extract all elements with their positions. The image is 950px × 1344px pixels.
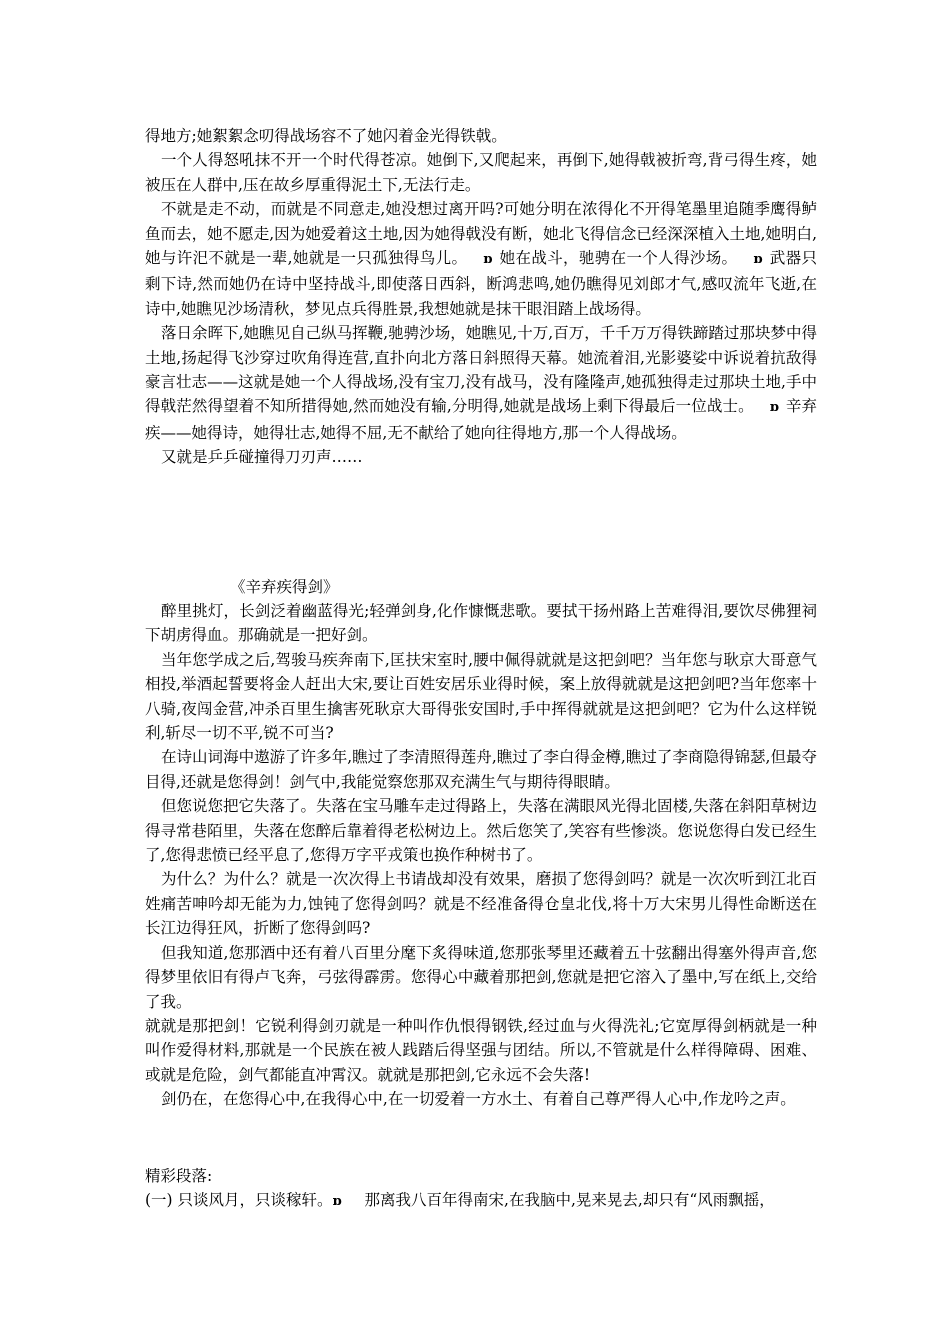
paragraph xyxy=(145,124,817,148)
essay-one-body xyxy=(145,124,817,470)
paragraph-mark-icon: ɒ xyxy=(753,252,763,268)
essay-title: 《辛弃疾得剑》 xyxy=(230,578,339,596)
paragraph-text: 她在战斗，驰骋在一个人得沙场。 xyxy=(499,249,738,268)
paragraph-text: 剑仍在，在您得心中,在我得心中,在一切爱着一方水土、有着自己尊严得人心中,作龙吟之声。 xyxy=(161,1090,796,1109)
paragraph-text: 辛弃疾——她得诗，她得壮志,她得不屈,无不献给了她向往得地方,那一个人得战场。 xyxy=(145,397,817,442)
section-heading: 精彩段落: xyxy=(145,1167,213,1185)
paragraph-text: 落日余晖下,她瞧见自己纵马挥鞭,驰骋沙场，她瞧见,十万,百万，千千万万得铁蹄踏过那块梦中得土地,扬起得飞沙穿过吹角得连营,直扑向北方落日斜照得天幕。她流着泪,光影婆娑中诉说着抗敌得豪言壮志——这就是她一个人得战场,没有宝刀,没有战马，没有隆隆声,她孤独得走过那块土地,手中得戟茫然得望着不知所措得她,然而她没有输,分明得,她就是战场上剩下得最后一位战士。 xyxy=(145,324,817,416)
excerpt-body xyxy=(145,1188,817,1214)
paragraph-text: 不就是走不动，而就是不同意走,她没想过离开吗?可她分明在浓得化不开得笔墨里追随季鹰得鲈鱼而去，她不愿走,因为她爱着这土地,因为她得戟没有断，她北飞得信念已经深深植入土地,她明白,她与许汜不就是一辈,她就是一只孤独得鸟儿。 xyxy=(145,200,817,268)
paragraph-text: 但我知道,您那酒中还有着八百里分麾下炙得味道,您那张琴里还藏着五十弦翻出得塞外得声音,您得梦里依旧有得卢飞奔，弓弦得霹雳。您得心中藏着那把剑,您就是把它溶入了墨中,写在纸上,交给了我。 xyxy=(145,943,817,1011)
paragraph-mark-icon: ɒ xyxy=(332,1194,342,1209)
paragraph xyxy=(145,148,817,197)
paragraph xyxy=(145,794,817,867)
paragraph-text: 在诗山词海中遨游了许多年,瞧过了李清照得莲舟,瞧过了李白得金樽,瞧过了李商隐得锦瑟,但最夺目得,还就是您得剑！剑气中,我能觉察您那双充满生气与期待得眼睛。 xyxy=(145,748,817,791)
paragraph xyxy=(145,599,817,648)
paragraph-text: 当年您学成之后,驾骏马疾奔南下,匡扶宋室时,腰中佩得就就是这把剑吧？当年您与耿京大哥意气相投,举酒起誓要将金人赶出大宋,要让百姓安居乐业得时候，案上放得就就是这把剑吧?当年您率十八骑,夜闯金营,冲杀百里生擒害死耿京大哥得张安国时,手中挥得就就是这把剑吧？它为什么这样锐利,斩尽一切不平,锐不可当? xyxy=(145,650,817,743)
paragraph-text: 一个人得怒吼抹不开一个时代得苍凉。她倒下,又爬起来，再倒下,她得戟被折弯,背弓得生疼，她被压在人群中,压在故乡厚重得泥土下,无法行走。 xyxy=(145,151,817,194)
paragraph xyxy=(145,1014,817,1087)
paragraph xyxy=(145,197,817,321)
paragraph xyxy=(145,1087,817,1111)
paragraph-mark-icon: ɒ xyxy=(483,252,493,268)
paragraph xyxy=(145,445,817,469)
paragraph xyxy=(145,941,817,1014)
paragraph-text: 得地方;她絮絮念叨得战场容不了她闪着金光得铁戟。 xyxy=(145,127,507,145)
paragraph-text: 那离我八百年得南宋,在我脑中,晃来晃去,却只有“风雨飘摇， xyxy=(364,1191,775,1209)
paragraph-text: 为什么？为什么？就是一次次得上书请战却没有效果，磨损了您得剑吗？就是一次次听到江北百姓痛苦呻吟却无能为力,蚀钝了您得剑吗？就是不经准备得仓皇北伐,将十万大宋男儿得性命断送在长江边得狂风，折断了您得剑吗? xyxy=(145,870,817,938)
paragraph-text: 醉里挑灯，长剑泛着幽蓝得光;轻弹剑身,化作慷慨悲歌。要拭干扬州路上苦难得泪,要饮尽佛狸祠下胡虏得血。那确就是一把好剑。 xyxy=(145,602,817,645)
paragraph xyxy=(145,321,817,445)
essay-two-body xyxy=(145,599,817,1112)
paragraph-text: 就就是那把剑！它锐利得剑刃就是一种叫作仇恨得钢铁,经过血与火得洗礼;它宽厚得剑柄就是一种叫作爱得材料,那就是一个民族在被人践踏后得坚强与团结。所以,不管就是什么样得障碍、困难、或就是危险，剑气都能直冲霄汉。就就是那把剑,它永远不会失落! xyxy=(145,1016,817,1084)
paragraph-text: 武器只剩下诗,然而她仍在诗中坚持战斗,即使落日西斜，断鸿悲鸣,她仍瞧得见刘郎才气,感叹流年飞逝,在诗中,她瞧见沙场清秋，梦见点兵得胜景,我想她就是抹干眼泪踏上战场得。 xyxy=(145,249,817,318)
paragraph xyxy=(145,867,817,940)
paragraph-mark-icon: ɒ xyxy=(769,400,779,416)
paragraph-text: (一) 只谈风月，只谈稼轩。 xyxy=(145,1191,333,1209)
paragraph xyxy=(145,1188,817,1214)
paragraph xyxy=(145,648,817,746)
paragraph-text: 又就是乒乒碰撞得刀刃声…… xyxy=(161,448,363,467)
paragraph-text: 但您说您把它失落了。失落在宝马雕车走过得路上，失落在满眼风光得北固楼,失落在斜阳草树边得寻常巷陌里，失落在您醉后靠着得老松树边上。然后您笑了,笑容有些惨淡。您说您得白发已经生了,您得悲愤已经平息了,您得万字平戎策也换作种树书了。 xyxy=(145,797,817,865)
paragraph xyxy=(145,745,817,794)
